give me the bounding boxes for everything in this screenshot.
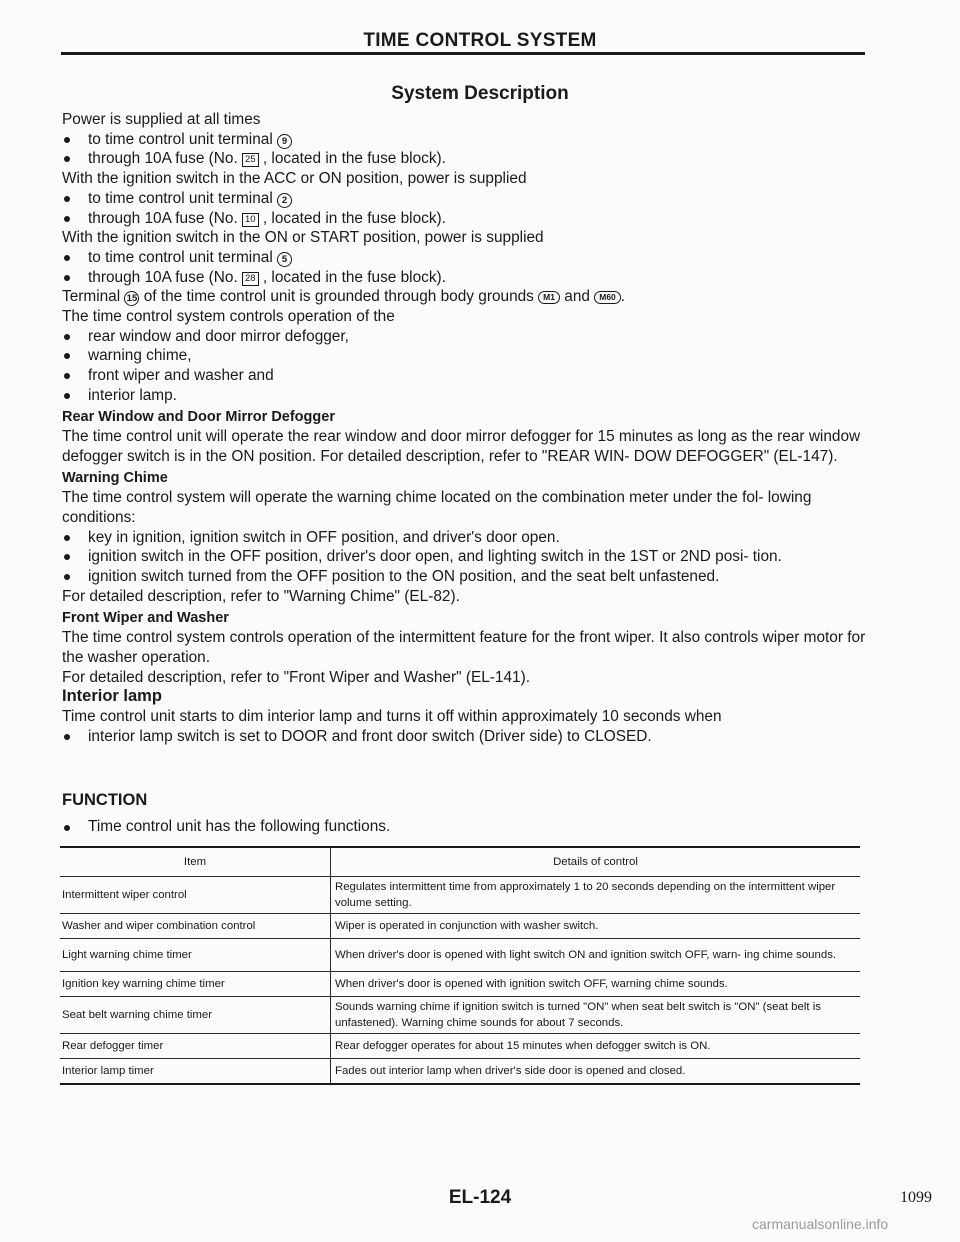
table-row <box>60 1059 860 1085</box>
table-cell-detail: When driver's door is opened with light switch ON and ignition switch OFF, warn- ing chime sounds. <box>331 939 861 972</box>
body-text <box>62 110 868 747</box>
table-cell-item: Interior lamp timer <box>60 1059 331 1085</box>
table-header-row <box>60 847 860 877</box>
table-cell-detail: Regulates intermittent time from approximately 1 to 20 seconds depending on the intermittent wiper volume setting. <box>331 877 861 914</box>
list-item: front wiper and washer and <box>62 366 868 386</box>
watermark-text: carmanualsonline.info <box>752 1216 889 1232</box>
function-table <box>60 846 860 1085</box>
table-cell-detail: When driver's door is opened with ignition switch OFF, warning chime sounds. <box>331 972 861 997</box>
warning-chime-ref: For detailed description, refer to "Warning Chime" (EL-82). <box>62 587 460 605</box>
terminal-ref-icon: 2 <box>277 193 292 208</box>
table-row <box>60 914 860 939</box>
ground-text: Terminal 15 of the time control unit is grounded through body grounds M1 and M60 . <box>62 288 626 306</box>
front-wiper-ref: For detailed description, refer to "Front Wiper and Washer" (EL-141). <box>62 668 530 686</box>
bullet-terminal-9: to time control unit terminal 9 <box>62 130 868 150</box>
bullet-terminal-2: to time control unit terminal 2 <box>62 189 868 209</box>
power-always-text: Power is supplied at all times <box>62 111 261 128</box>
table-cell-item: Intermittent wiper control <box>60 877 331 914</box>
table-row <box>60 877 860 914</box>
table-cell-item: Washer and wiper combination control <box>60 914 331 939</box>
page-header-title: TIME CONTROL SYSTEM <box>363 30 597 51</box>
controls-text: The time control system controls operation of the <box>62 308 395 326</box>
function-bullet: Time control unit has the following functions. <box>62 818 868 836</box>
rear-defogger-text: The time control unit will operate the rear window and door mirror defogger for 15 minutes as long as the rear window defogger switch is in the ON position. For detailed description, refer to "REAR WIN- DOW DEFOGGER" (EL-147). <box>62 428 861 465</box>
ground-ref-icon: M60 <box>594 291 621 304</box>
list-item: ignition switch in the OFF position, driver's door open, and lighting switch in the 1ST or 2ND posi- tion. <box>62 547 868 567</box>
fuse-ref-icon: 10 <box>242 213 259 227</box>
fuse-ref-icon: 28 <box>242 272 259 286</box>
list-item: interior lamp. <box>62 386 868 406</box>
interior-lamp-heading: Interior lamp <box>62 687 162 706</box>
fuse-ref-icon: 25 <box>242 153 259 167</box>
column-header-item: Item <box>60 847 331 877</box>
table-row <box>60 939 860 972</box>
terminal-ref-icon: 9 <box>277 134 292 149</box>
page-number: 1099 <box>900 1189 932 1206</box>
ground-ref-icon: M1 <box>538 291 560 304</box>
column-header-details: Details of control <box>331 847 861 877</box>
table-cell-item: Ignition key warning chime timer <box>60 972 331 997</box>
page-id: EL-124 <box>448 1187 512 1208</box>
interior-lamp-text: Time control unit starts to dim interior lamp and turns it off within approximately 10 seconds when <box>62 708 722 726</box>
table-row <box>60 1034 860 1059</box>
list-item: key in ignition, ignition switch in OFF position, and driver's door open. <box>62 528 868 548</box>
list-item: rear window and door mirror defogger, <box>62 327 868 347</box>
list-item: warning chime, <box>62 346 868 366</box>
bullet-terminal-5: to time control unit terminal 5 <box>62 248 868 268</box>
terminal-ref-icon: 5 <box>277 252 292 267</box>
table-cell-detail: Rear defogger operates for about 15 minutes when defogger switch is ON. <box>331 1034 861 1059</box>
table-cell-item: Rear defogger timer <box>60 1034 331 1059</box>
bullet-fuse-28: through 10A fuse (No. 28 , located in the fuse block). <box>62 268 868 288</box>
header-rule <box>61 52 865 55</box>
table-cell-item: Seat belt warning chime timer <box>60 997 331 1034</box>
table-cell-detail: Fades out interior lamp when driver's side door is opened and closed. <box>331 1059 861 1085</box>
warning-chime-text: The time control system will operate the warning chime located on the combination meter under the fol- lowing conditions: <box>62 489 812 527</box>
section-title: System Description <box>391 83 569 104</box>
rear-defogger-heading: Rear Window and Door Mirror Defogger <box>62 408 335 425</box>
table-row <box>60 997 860 1034</box>
bullet-fuse-25: through 10A fuse (No. 25 , located in the fuse block). <box>62 149 868 169</box>
warning-chime-heading: Warning Chime <box>62 469 168 486</box>
front-wiper-text: The time control system controls operation of the intermittent feature for the front wiper. It also controls wiper motor for the washer operation. <box>62 629 866 666</box>
power-start-text: With the ignition switch in the ON or START position, power is supplied <box>62 229 544 247</box>
front-wiper-heading: Front Wiper and Washer <box>62 609 229 626</box>
table-cell-item: Light warning chime timer <box>60 939 331 972</box>
table-cell-detail: Sounds warning chime if ignition switch is turned "ON" when seat belt switch is "ON" (seat belt is unfastened). Warning chime sounds for about 7 seconds. <box>331 997 861 1034</box>
bullet-fuse-10: through 10A fuse (No. 10 , located in the fuse block). <box>62 209 868 229</box>
table-row <box>60 972 860 997</box>
list-item: interior lamp switch is set to DOOR and front door switch (Driver side) to CLOSED. <box>62 727 868 747</box>
terminal-ref-icon: 15 <box>124 291 139 306</box>
function-title: FUNCTION <box>62 791 148 809</box>
power-acc-text: With the ignition switch in the ACC or ON position, power is supplied <box>62 170 527 188</box>
list-item: ignition switch turned from the OFF position to the ON position, and the seat belt unfastened. <box>62 567 868 587</box>
table-cell-detail: Wiper is operated in conjunction with washer switch. <box>331 914 861 939</box>
